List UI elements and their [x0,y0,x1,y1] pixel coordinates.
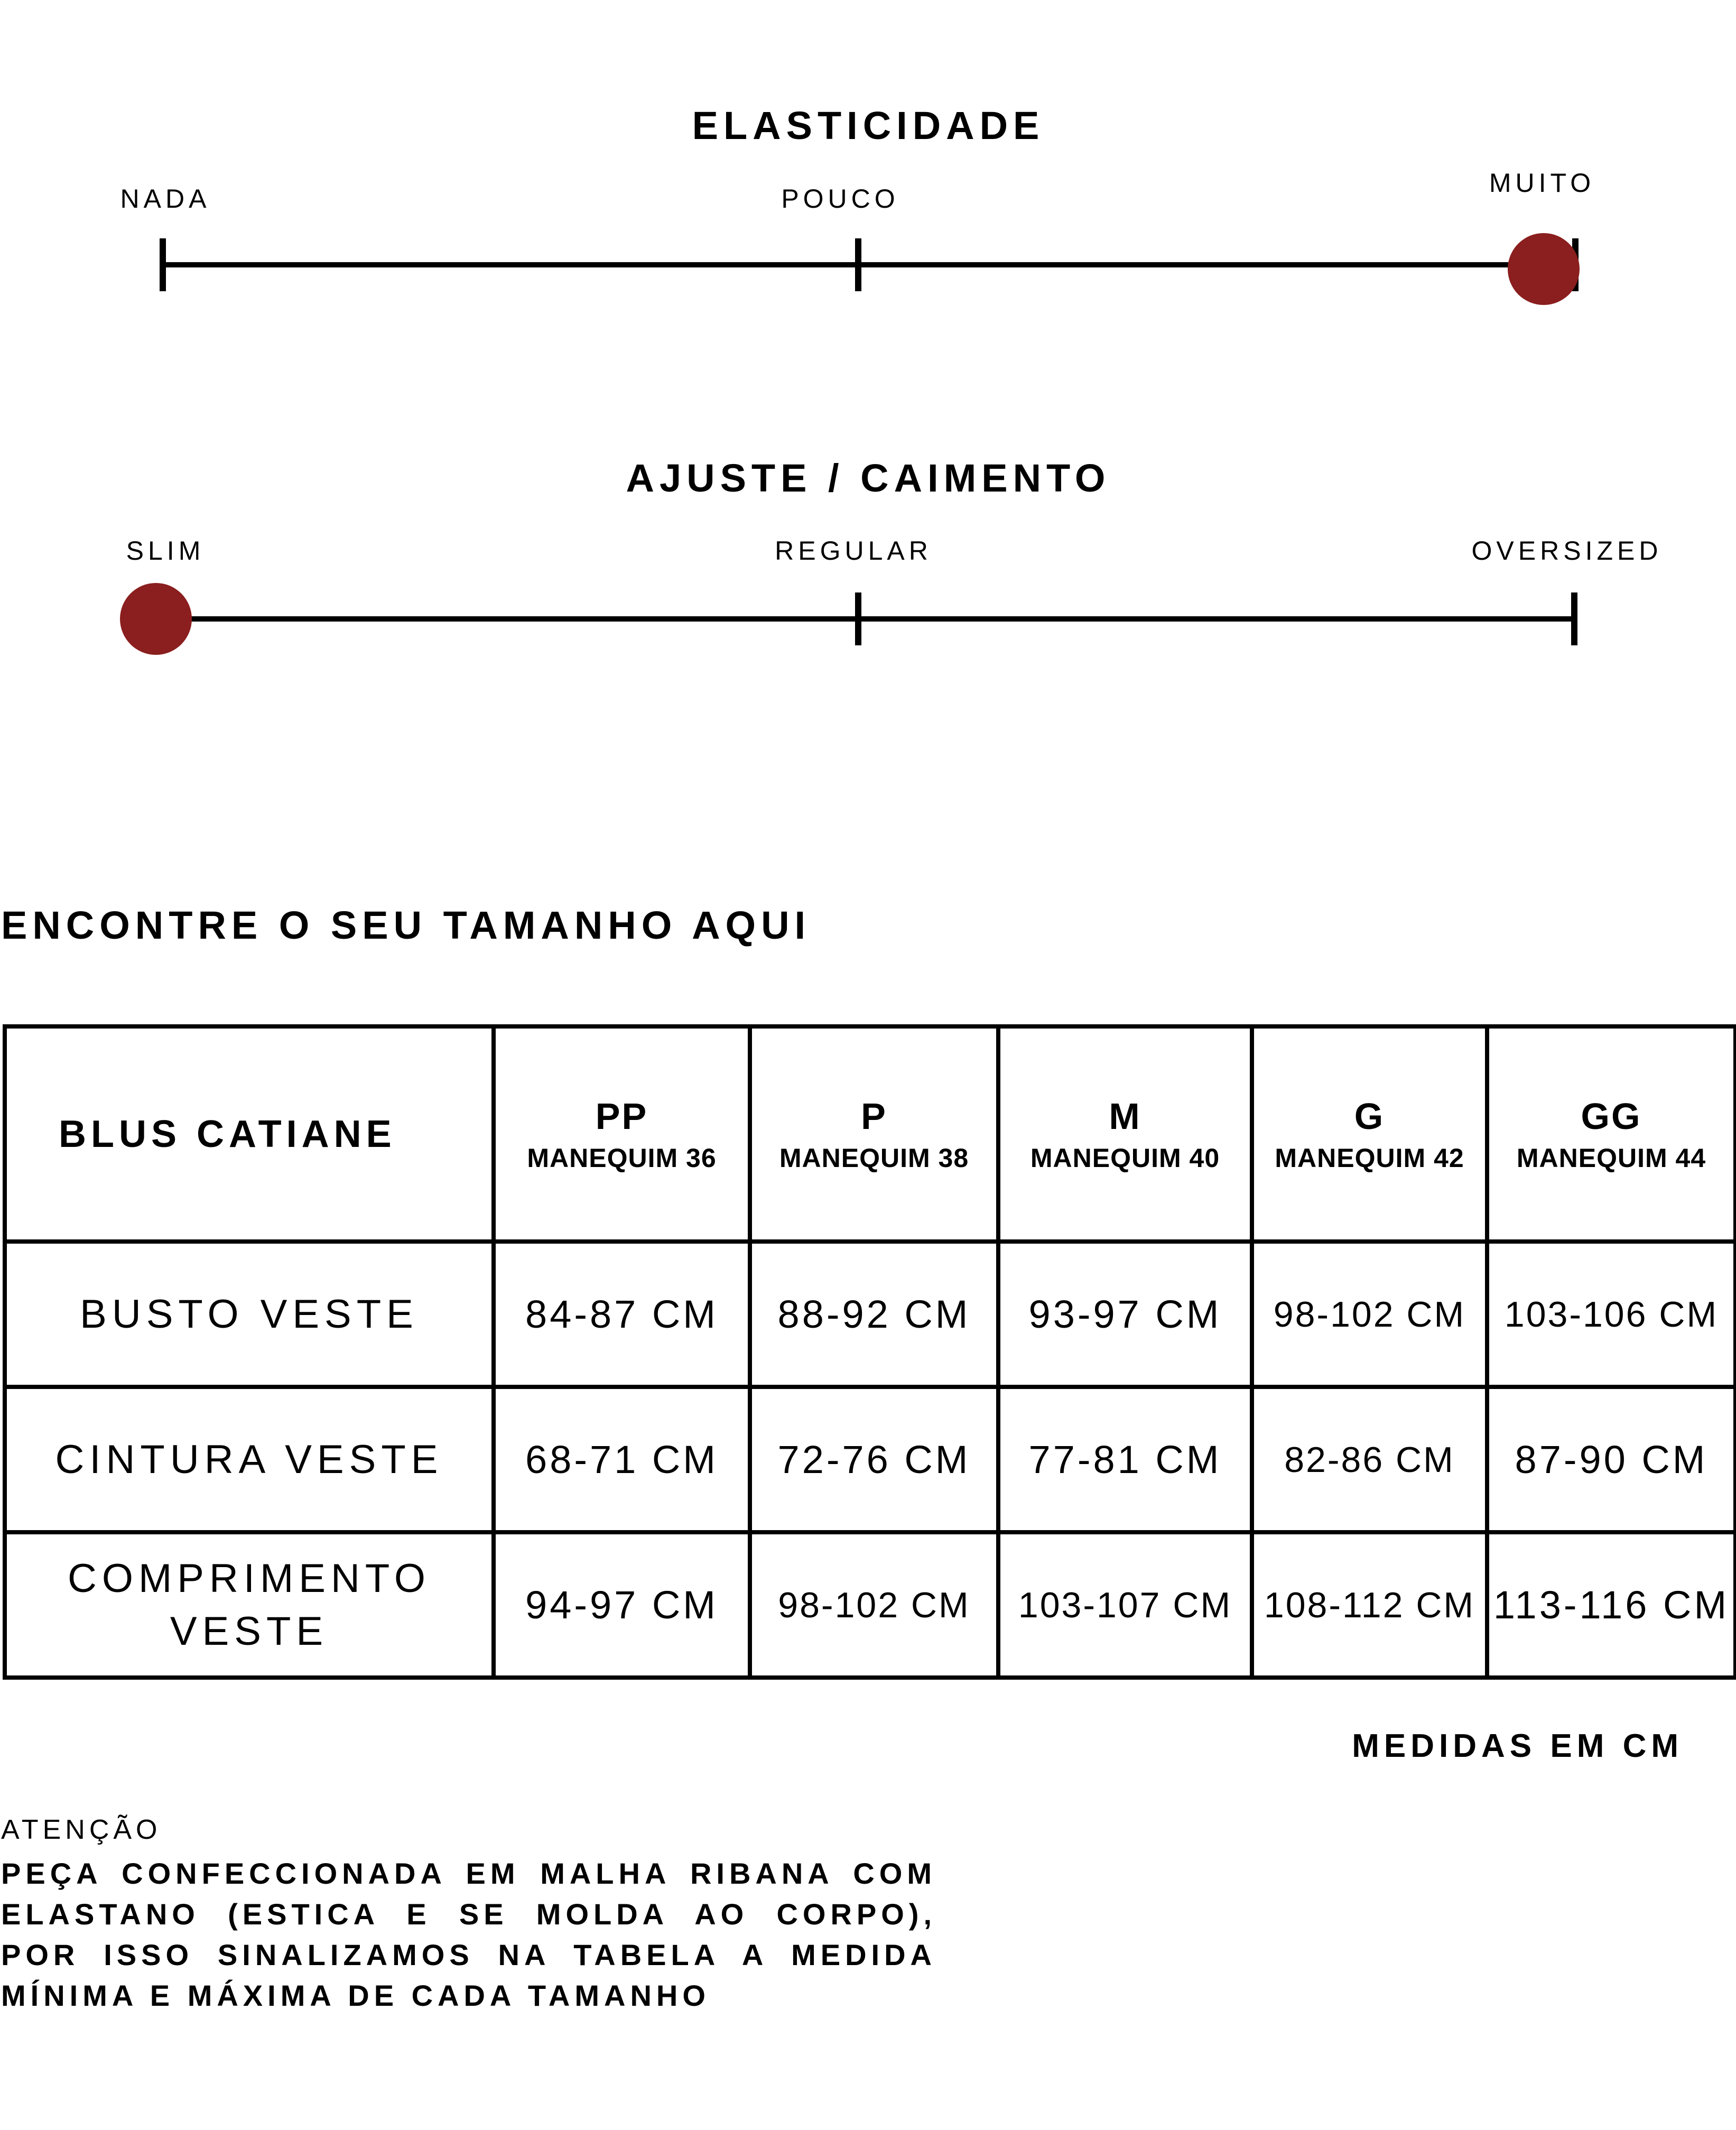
elasticity-label-pouco: POUCO [781,184,899,214]
elasticity-track [161,262,1577,267]
measurement-value: 103-106 CM [1504,1294,1719,1335]
measurement-value: 68-71 CM [525,1438,718,1482]
row-label: CINTURA VESTE [55,1437,443,1482]
row-label-cell [5,1242,494,1387]
elasticity-label-muito: MUITO [1489,168,1595,198]
fit-label-slim: SLIM [126,536,205,566]
measurement-cell [494,1387,750,1532]
measurement-cell [1487,1387,1735,1532]
measurement-value: 113-116 CM [1493,1583,1730,1627]
measurement-value: 72-76 CM [777,1438,971,1482]
elasticity-tick-start [160,238,166,291]
measurement-value: 98-102 CM [1273,1294,1466,1335]
measurement-value: 87-90 CM [1515,1438,1708,1482]
measurement-cell [998,1242,1252,1387]
size-code: M [1109,1095,1141,1137]
size-mannequin: MANEQUIM 44 [1516,1143,1706,1173]
elasticity-marker [1508,233,1580,305]
elasticity-title: ELASTICIDADE [692,104,1045,147]
row-label: BUSTO VESTE [80,1291,419,1337]
measurement-value: 98-102 CM [778,1585,970,1625]
measurement-value: 93-97 CM [1028,1292,1222,1337]
row-label-cell [5,1387,494,1532]
size-code: G [1354,1095,1385,1137]
size-mannequin: MANEQUIM 36 [527,1143,717,1173]
product-name: BLUS CATIANE [59,1113,396,1155]
size-header-g [1252,1026,1487,1242]
size-header-m [998,1026,1252,1242]
size-code: PP [595,1095,648,1137]
measurement-cell [1252,1387,1487,1532]
elasticity-label-nada: NADA [120,184,211,214]
measurement-cell [1252,1532,1487,1678]
size-guide-heading: ENCONTRE O SEU TAMANHO AQUI [1,903,811,947]
size-header-p [750,1026,998,1242]
measurement-value: 77-81 CM [1028,1438,1222,1482]
table-row-bust [5,1242,1735,1387]
measurement-value: 84-87 CM [525,1292,718,1337]
size-code: GG [1581,1095,1642,1137]
notice-text: PEÇA CONFECCIONADA EM MALHA RIBANA COM ELASTANO (ESTICA E SE MOLDA AO CORPO), POR ISSO SINALIZAMOS NA TABELA A MEDIDA MÍNIMA E MÁXIMA DE CADA TAMANHO [1,1857,936,2012]
row-label: COMPRIMENTO VESTE [67,1555,431,1654]
product-name-cell [5,1026,494,1242]
measurement-value: 103-107 CM [1018,1585,1232,1625]
notice-label: ATENÇÃO [1,1814,162,1845]
fit-track [159,616,1577,622]
measurement-cell [1252,1242,1487,1387]
measurement-cell [750,1387,998,1532]
measurement-cell [998,1387,1252,1532]
measurement-cell [998,1532,1252,1678]
fit-tick-middle [855,592,861,645]
fit-label-oversized: OVERSIZED [1471,536,1663,566]
row-label-cell [5,1532,494,1678]
size-header-gg [1487,1026,1735,1242]
measurement-value: 88-92 CM [777,1292,971,1337]
table-row-length [5,1532,1735,1678]
size-code: P [861,1095,887,1137]
fit-label-regular: REGULAR [775,536,932,566]
fit-tick-end [1571,592,1577,645]
measurement-cell [750,1532,998,1678]
fit-marker [120,583,192,655]
measurement-cell [1487,1242,1735,1387]
measurement-cell [750,1242,998,1387]
size-mannequin: MANEQUIM 42 [1275,1143,1464,1173]
size-table-header-row [5,1026,1735,1242]
size-mannequin: MANEQUIM 38 [779,1143,969,1173]
measurement-cell [494,1242,750,1387]
fit-title: AJUSTE / CAIMENTO [626,456,1111,500]
size-header-pp [494,1026,750,1242]
measurement-value: 108-112 CM [1264,1585,1475,1625]
measurement-cell [494,1532,750,1678]
elasticity-tick-middle [855,238,861,291]
size-mannequin: MANEQUIM 40 [1030,1143,1220,1173]
measurement-cell [1487,1532,1735,1678]
units-note: MEDIDAS EM CM [1352,1728,1683,1764]
measurement-value: 82-86 CM [1284,1439,1455,1480]
size-table [3,1024,1736,1680]
table-row-waist [5,1387,1735,1532]
measurement-value: 94-97 CM [525,1583,718,1627]
